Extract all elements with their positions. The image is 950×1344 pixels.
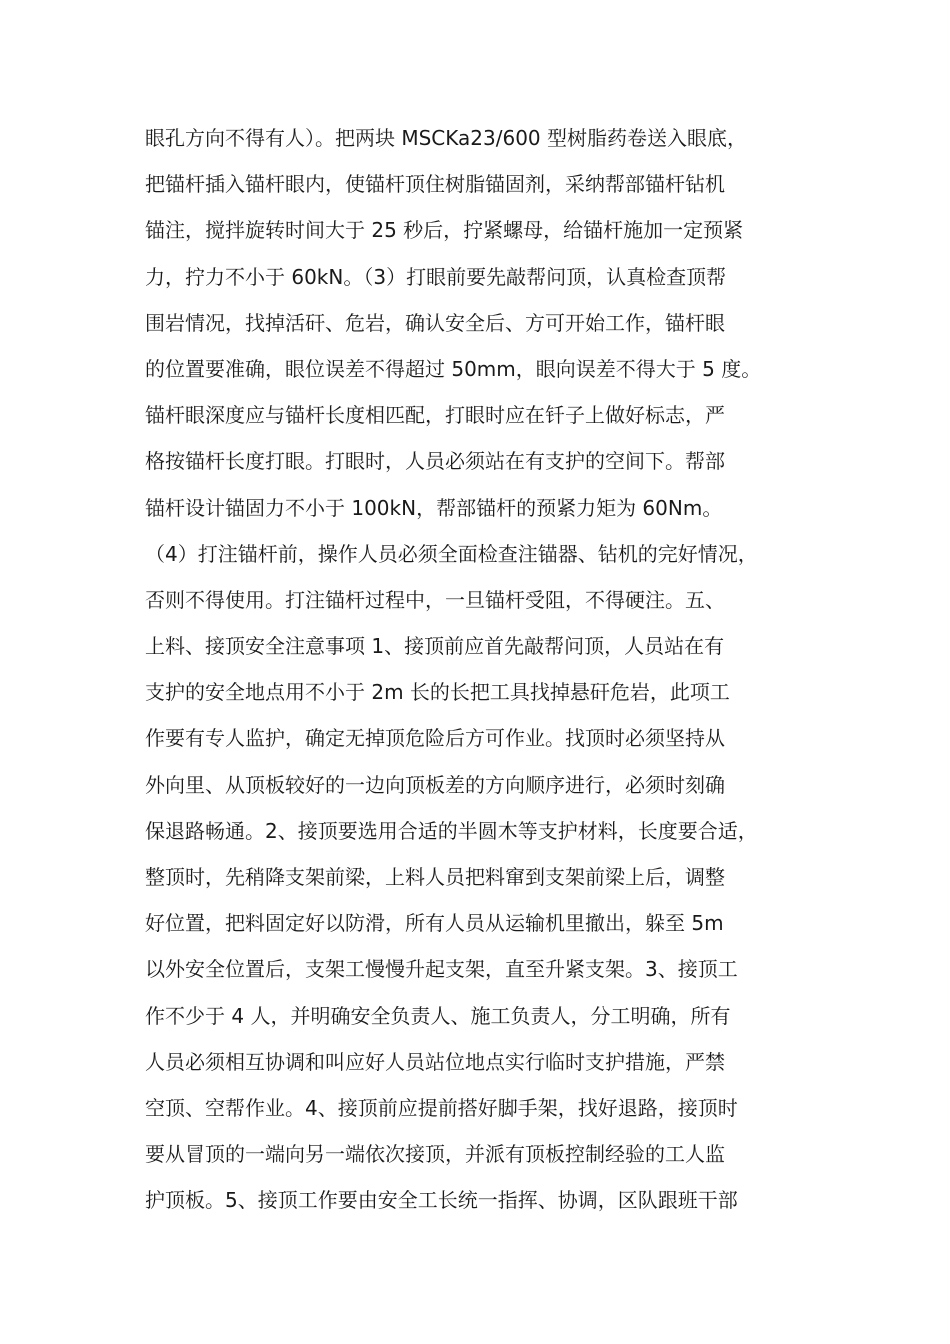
text-line: 围岩情况，找掉活矸、危岩，确认安全后、方可开始工作，锚杆眼 (145, 310, 725, 335)
text-line: 空顶、空帮作业。4、接顶前应提前搭好脚手架，找好退路，接顶时 (145, 1095, 738, 1120)
body-text (145, 115, 825, 1224)
text-line: （4）打注锚杆前，操作人员必须全面检查注锚器、钻机的完好情况， (145, 541, 758, 566)
text-line: 以外安全位置后，支架工慢慢升起支架，直至升紧支架。3、接顶工 (145, 957, 738, 982)
text-line: 外向里、从顶板较好的一边向顶板差的方向顺序进行，必须时刻确 (145, 772, 725, 797)
text-line: 作要有专人监护，确定无掉顶危险后方可作业。找顶时必须坚持从 (145, 726, 725, 751)
text-line: 支护的安全地点用不小于 2m 长的长把工具找掉悬矸危岩，此项工 (145, 680, 730, 705)
text-line: 的位置要准确，眼位误差不得超过 50mm，眼向误差不得大于 5 度。 (145, 356, 762, 381)
text-line: 力，拧力不小于 60kN。（3）打眼前要先敲帮问顶，认真检查顶帮 (145, 264, 727, 289)
text-line: 保退路畅通。2、接顶要选用合适的半圆木等支护材料，长度要合适， (145, 818, 758, 843)
text-line: 把锚杆插入锚杆眼内，使锚杆顶住树脂锚固剂，采纳帮部锚杆钻机 (145, 172, 725, 197)
text-line: 否则不得使用。打注锚杆过程中，一旦锚杆受阻，不得硬注。五、 (145, 587, 725, 612)
text-line: 格按锚杆长度打眼。打眼时，人员必须站在有支护的空间下。帮部 (145, 449, 725, 474)
text-line: 锚杆眼深度应与锚杆长度相匹配，打眼时应在钎子上做好标志，严 (145, 403, 725, 428)
text-line: 护顶板。5、接顶工作要由安全工长统一指挥、协调，区队跟班干部 (145, 1188, 738, 1213)
text-line: 整顶时，先稍降支架前梁，上料人员把料窜到支架前梁上后，调整 (145, 865, 725, 889)
text-line: 锚杆设计锚固力不小于 100kN，帮部锚杆的预紧力矩为 60Nm。 (145, 495, 723, 520)
text-line: 作不少于 4 人，并明确安全负责人、施工负责人，分工明确，所有 (145, 1003, 731, 1028)
text-line: 好位置，把料固定好以防滑，所有人员从运输机里撤出，躲至 5m (145, 911, 724, 936)
text-line: 眼孔方向不得有人）。把两块 MSCKa23/600 型树脂药卷送入眼底， (145, 126, 748, 150)
text-line: 锚注，搅拌旋转时间大于 25 秒后，拧紧螺母，给锚杆施加一定预紧 (145, 218, 744, 243)
text-line: 要从冒顶的一端向另一端依次接顶，并派有顶板控制经验的工人监 (145, 1142, 725, 1167)
text-line: 上料、接顶安全注意事项 1、接顶前应首先敲帮问顶，人员站在有 (145, 634, 725, 659)
text-line: 人员必须相互协调和叫应好人员站位地点实行临时支护措施，严禁 (145, 1049, 725, 1074)
